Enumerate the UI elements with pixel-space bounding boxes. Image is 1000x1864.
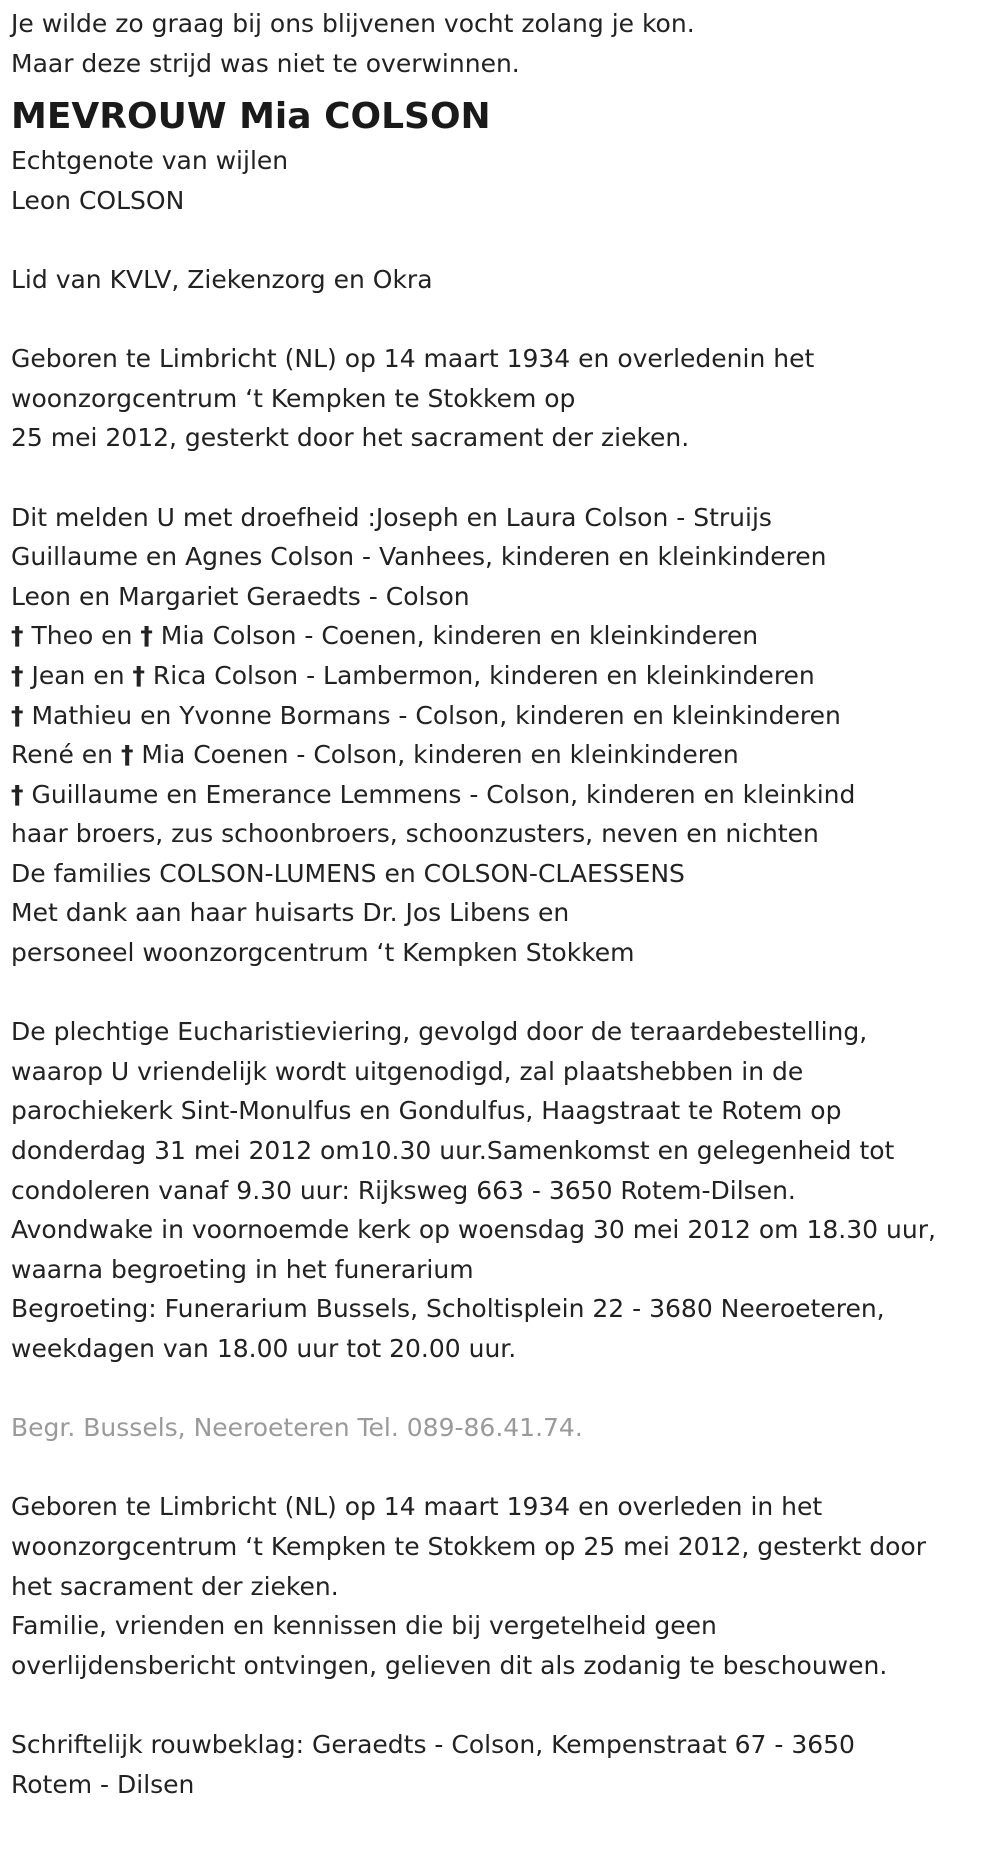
note-line: woonzorgcentrum ‘t Kempken te Stokkem op 25 mei 2012, gesterkt door xyxy=(11,1531,926,1561)
family-line xyxy=(11,814,981,854)
family-line xyxy=(11,498,981,538)
note-line: overlijdensbericht ontvingen, gelieven dit als zodanig te beschouwen. xyxy=(11,1650,888,1680)
spouse-line-2: Leon COLSON xyxy=(11,185,185,215)
family-line-text: De families COLSON-LUMENS en COLSON-CLAESSENS xyxy=(11,858,685,888)
family-line xyxy=(11,696,981,736)
spouse-line-1: Echtgenote van wijlen xyxy=(11,146,289,176)
family-line-text: Leon en Margariet Geraedts - Colson xyxy=(11,581,470,611)
family-line-text: René en xyxy=(11,740,121,770)
family-line xyxy=(11,537,981,577)
birth-death-line-2: woonzorgcentrum ‘t Kempken te Stokkem op xyxy=(11,383,576,413)
family-line-text: personeel woonzorgcentrum ‘t Kempken Stokkem xyxy=(11,938,635,968)
family-line xyxy=(11,656,981,696)
family-line-text: Mia Colson - Coenen, kinderen en kleinkinderen xyxy=(152,621,759,651)
cross-icon: † xyxy=(132,660,145,690)
family-line-text: Rica Colson - Lambermon, kinderen en kleinkinderen xyxy=(144,660,815,690)
ceremony-line: waarna begroeting in het funerarium xyxy=(11,1254,474,1284)
cross-icon: † xyxy=(11,700,24,730)
family-line xyxy=(11,577,981,617)
membership-line: Lid van KVLV, Ziekenzorg en Okra xyxy=(11,264,433,294)
ceremony-line: Avondwake in voornoemde kerk op woensdag 30 mei 2012 om 18.30 uur, xyxy=(11,1215,936,1245)
family-line-text: Mia Coenen - Colson, kinderen en kleinkinderen xyxy=(133,740,739,770)
note-line: het sacrament der zieken. xyxy=(11,1571,339,1601)
spacer xyxy=(11,300,981,340)
ceremony-line: Begroeting: Funerarium Bussels, Scholtisplein 22 - 3680 Neeroeteren, xyxy=(11,1294,885,1324)
birth-death-line-3: 25 mei 2012, gesterkt door het sacrament der zieken. xyxy=(11,423,690,453)
ceremony-line: donderdag 31 mei 2012 om10.30 uur.Samenkomst en gelegenheid tot xyxy=(11,1136,895,1166)
family-line-text: Dit melden U met droefheid :Joseph en Laura Colson - Struijs xyxy=(11,502,772,532)
note-line: Geboren te Limbricht (NL) op 14 maart 1934 en overleden in het xyxy=(11,1492,823,1522)
family-line-text: haar broers, zus schoonbroers, schoonzusters, neven en nichten xyxy=(11,819,819,849)
spacer xyxy=(11,973,981,1013)
cross-icon: † xyxy=(11,660,24,690)
spacer xyxy=(11,1369,981,1409)
family-line xyxy=(11,854,981,894)
ceremony-line: waarop U vriendelijk wordt uitgenodigd, zal plaatshebben in de xyxy=(11,1056,804,1086)
family-line xyxy=(11,616,981,656)
intro-line-2: Maar deze strijd was niet te overwinnen. xyxy=(11,48,520,78)
family-line-text: Jean en xyxy=(23,660,133,690)
cross-icon: † xyxy=(140,621,153,651)
family-line-text: Theo en xyxy=(23,621,141,651)
condolence-line-1: Schriftelijk rouwbeklag: Geraedts - Colson, Kempenstraat 67 - 3650 xyxy=(11,1729,855,1759)
spacer xyxy=(11,458,981,498)
condolence-line-2: Rotem - Dilsen xyxy=(11,1769,195,1799)
cross-icon: † xyxy=(120,740,134,770)
ceremony-line: weekdagen van 18.00 uur tot 20.00 uur. xyxy=(11,1334,517,1363)
ceremony-line: De plechtige Eucharistieviering, gevolgd door de teraardebestelling, xyxy=(11,1017,868,1047)
family-list xyxy=(11,498,981,973)
cross-icon: † xyxy=(11,779,24,809)
family-line-text: Met dank aan haar huisarts Dr. Jos Libens en xyxy=(11,898,570,928)
intro-line-1: Je wilde zo graag bij ons blijvenen vocht zolang je kon. xyxy=(11,9,695,38)
family-line-text: Guillaume en Emerance Lemmens - Colson, kinderen en kleinkind xyxy=(23,779,856,809)
deceased-name: MEVROUW Mia COLSON xyxy=(11,96,491,138)
family-line xyxy=(11,893,981,933)
family-line-text: Guillaume en Agnes Colson - Vanhees, kinderen en kleinkinderen xyxy=(11,542,827,572)
birth-death-line-1: Geboren te Limbricht (NL) op 14 maart 1934 en overledenin het xyxy=(11,344,815,374)
family-line xyxy=(11,775,981,815)
spacer xyxy=(11,220,981,260)
family-line xyxy=(11,735,981,775)
funeral-home-credit: Begr. Bussels, Neeroeteren Tel. 089-86.41.74. xyxy=(11,1413,583,1443)
spacer xyxy=(11,1685,981,1725)
cross-icon: † xyxy=(11,621,24,651)
spacer xyxy=(11,1448,981,1488)
ceremony-line: parochiekerk Sint-Monulfus en Gondulfus, Haagstraat te Rotem op xyxy=(11,1096,842,1126)
ceremony-line: condoleren vanaf 9.30 uur: Rijksweg 663 - 3650 Rotem-Dilsen. xyxy=(11,1175,796,1205)
family-line-text: Mathieu en Yvonne Bormans - Colson, kinderen en kleinkinderen xyxy=(23,700,841,730)
note-line: Familie, vrienden en kennissen die bij vergetelheid geen xyxy=(11,1611,717,1641)
family-line xyxy=(11,933,981,973)
